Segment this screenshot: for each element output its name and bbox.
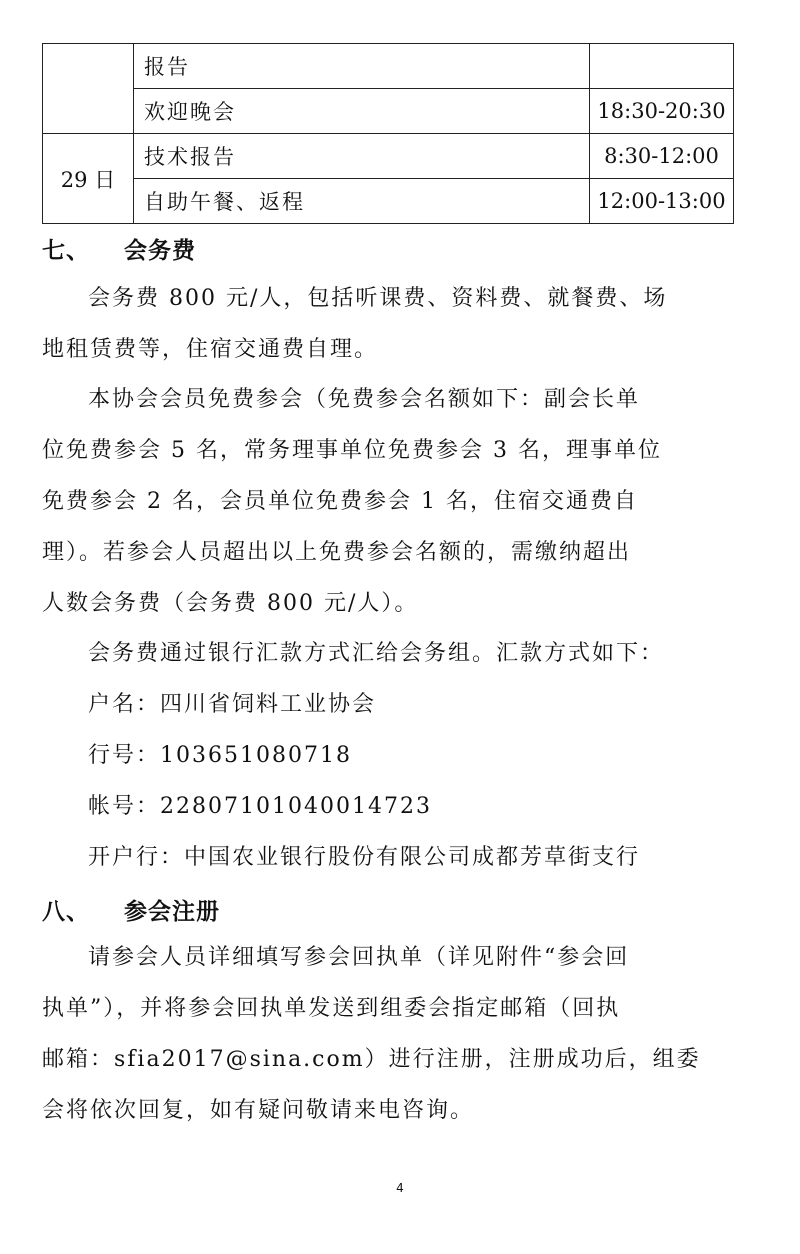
section-title: 参会注册: [124, 899, 220, 925]
section-number: 八、: [42, 899, 90, 925]
page-number: 4: [396, 1181, 404, 1195]
member-free-paragraph: [42, 374, 718, 629]
time-cell: 8:30-12:00: [590, 134, 734, 179]
item-cell: 报告: [134, 44, 590, 89]
table-row: [43, 179, 734, 224]
section-number: 七、: [42, 238, 90, 264]
schedule-table: [42, 43, 734, 224]
account-name: 户名：四川省饲料工业协会: [88, 692, 377, 717]
text-line: 免费参会 2 名，会员单位免费参会 1 名，住宿交通费自: [42, 489, 638, 514]
time-cell: 18:30-20:30: [590, 89, 734, 134]
table-row: [43, 134, 734, 179]
registration-paragraph: [42, 932, 718, 1136]
text-line: 理）。若参会人员超出以上免费参会名额的，需缴纳超出: [42, 540, 632, 565]
account-number: 帐号：22807101040014723: [88, 794, 432, 819]
day-cell: 29 日: [43, 134, 134, 224]
day-cell: [43, 44, 134, 134]
item-cell: 技术报告: [134, 134, 590, 179]
section-heading-fees: [42, 232, 196, 265]
item-cell: 自助午餐、返程: [134, 179, 590, 224]
time-cell: 12:00-13:00: [590, 179, 734, 224]
text-line: 邮箱：sfia2017@sina.com）进行注册，注册成功后，组委: [42, 1047, 701, 1072]
text-line: 会务费 800 元/人，包括听课费、资料费、就餐费、场: [88, 286, 668, 311]
bank-branch: 开户行：中国农业银行股份有限公司成都芳草街支行: [88, 845, 641, 870]
text-line: 人数会务费（会务费 800 元/人）。: [42, 591, 419, 616]
time-cell: [590, 44, 734, 89]
text-line: 地租赁费等，住宿交通费自理。: [42, 337, 379, 362]
table-row: [43, 89, 734, 134]
item-cell: 欢迎晚会: [134, 89, 590, 134]
section-heading-registration: [42, 893, 220, 926]
text-line: 会务费通过银行汇款方式汇给会务组。汇款方式如下：: [88, 641, 665, 666]
text-line: 执单”），并将参会回执单发送到组委会指定邮箱（回执: [42, 996, 621, 1021]
bank-code: 行号：103651080718: [88, 743, 352, 768]
fees-paragraph: [42, 273, 718, 375]
remittance-paragraph: [42, 628, 718, 883]
text-line: 请参会人员详细填写参会回执单（详见附件“参会回: [88, 945, 630, 970]
text-line: 会将依次回复，如有疑问敬请来电咨询。: [42, 1098, 475, 1123]
text-line: 位免费参会 5 名，常务理事单位免费参会 3 名，理事单位: [42, 438, 662, 463]
section-title: 会务费: [124, 238, 196, 264]
text-line: 本协会会员免费参会（免费参会名额如下：副会长单: [88, 387, 641, 412]
table-row: [43, 44, 734, 89]
